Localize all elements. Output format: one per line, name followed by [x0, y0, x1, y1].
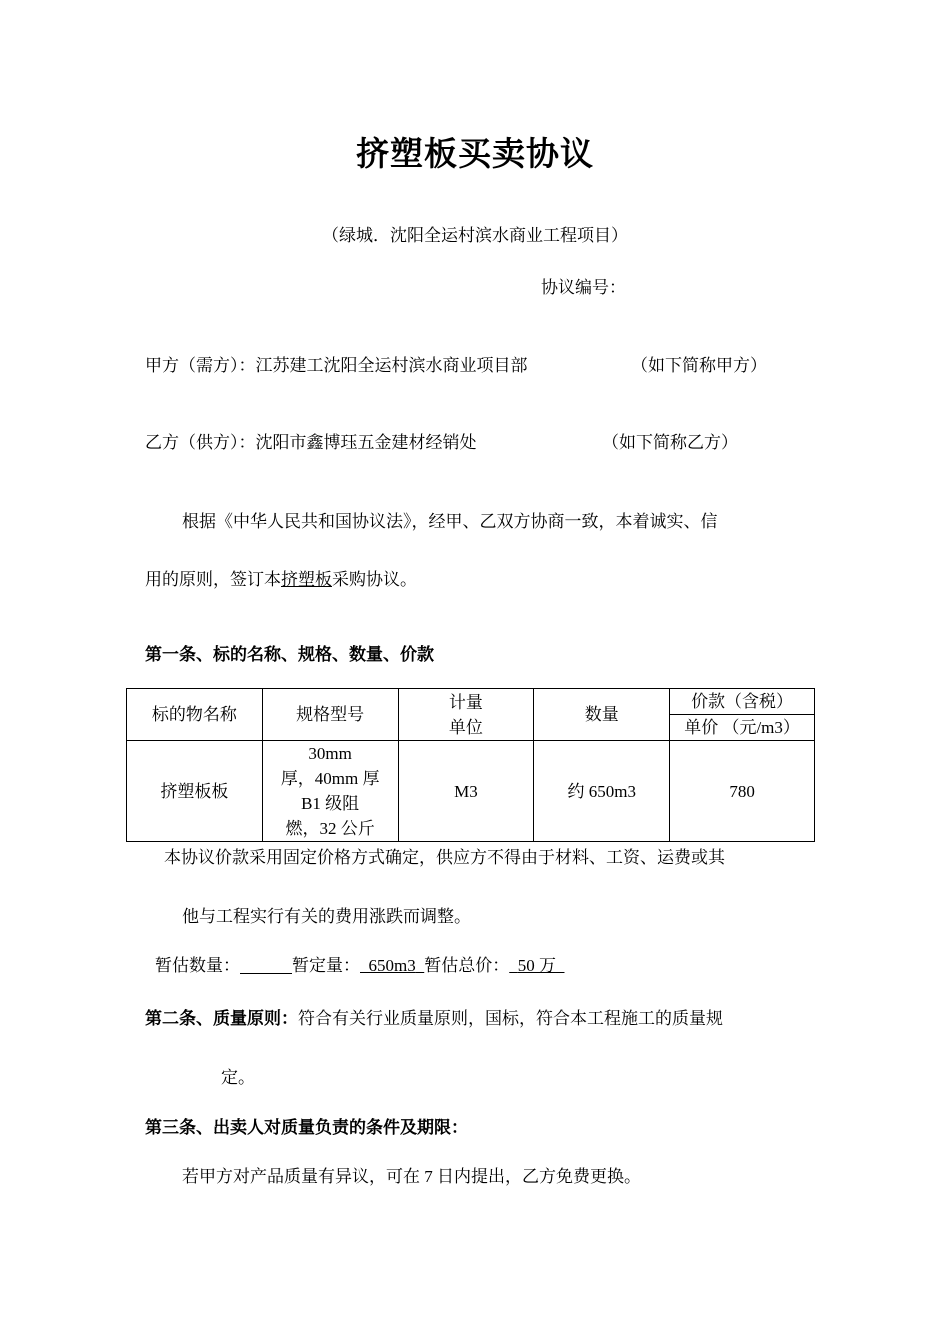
article-2	[145, 1004, 723, 1029]
party-b-label: 乙方（供方）：沈阳市鑫博珏五金建材经销处	[145, 433, 477, 452]
estimate-fixed-value: 650m3	[368, 956, 416, 975]
header-unit-line-1: 计量	[448, 692, 483, 712]
spec-line-2: 厚，40mm 厚	[280, 769, 380, 788]
header-spec: 规格型号	[262, 689, 398, 741]
article-3-text: 若甲方对产品质量有异议，可在 7 日内提出，乙方免费更换。	[182, 1167, 641, 1186]
table-header-row	[127, 689, 815, 715]
price-note-line-2: 他与工程实行有关的费用涨跌而调整。	[182, 907, 471, 926]
estimate-total-value: 50 万	[517, 956, 556, 975]
document-subtitle: （绿城．沈阳全运村滨水商业工程项目）	[322, 226, 628, 245]
spec-line-4: 燃，32 公斤	[285, 819, 375, 838]
header-qty: 数量	[534, 689, 670, 741]
party-a-note: （如下简称甲方）	[631, 356, 767, 375]
cell-qty: 约 650m3	[534, 741, 670, 842]
header-unit-line-2: 单位	[448, 717, 483, 737]
party-a-label: 甲方（需方）：江苏建工沈阳全运村滨水商业项目部	[145, 356, 528, 375]
document-title: 挤塑板买卖协议	[356, 137, 594, 173]
spec-line-3: B1 级阻	[301, 794, 360, 813]
items-table	[126, 688, 815, 842]
article-3-heading: 第三条、出卖人对质量负责的条件及期限：	[145, 1118, 468, 1137]
table-row	[127, 741, 815, 842]
header-price: 价款（含税）	[670, 689, 815, 715]
header-name: 标的物名称	[127, 689, 263, 741]
party-b-note: （如下简称乙方）	[602, 433, 738, 452]
intro-line-2-pre: 用的原则，签订本	[145, 570, 281, 589]
header-unit	[398, 689, 534, 741]
estimate-total-label: 暂估总价：	[424, 956, 510, 975]
header-unit-price: 单价 （元/m3）	[670, 715, 815, 741]
intro-product-link: 挤塑板	[281, 570, 332, 589]
estimate-qty-blank	[240, 955, 292, 974]
cell-name: 挤塑板板	[127, 741, 263, 842]
cell-unit-price: 780	[670, 741, 815, 842]
agreement-number-label: 协议编号：	[541, 278, 626, 297]
intro-line-2-post: 采购协议。	[332, 570, 417, 589]
estimate-qty-label: 暂估数量：	[155, 956, 240, 975]
article-2-text: 符合有关行业质量原则，国标，符合本工程施工的质量规	[298, 1009, 723, 1028]
cell-unit: M3	[398, 741, 534, 842]
article-2-continuation: 定。	[221, 1068, 255, 1087]
estimate-fixed-label: 暂定量：	[292, 956, 360, 975]
price-note-line-1: 本协议价款采用固定价格方式确定，供应方不得由于材料、工资、运费或其	[164, 848, 725, 867]
intro-line-1: 根据《中华人民共和国协议法》，经甲、乙双方协商一致，本着诚实、信	[182, 512, 718, 531]
estimate-line	[155, 951, 564, 976]
article-2-heading: 第二条、质量原则：	[145, 1009, 298, 1028]
cell-spec	[262, 741, 398, 842]
article-1-heading: 第一条、标的名称、规格、数量、价款	[145, 645, 434, 664]
spec-line-1: 30mm	[308, 744, 352, 763]
intro-line-2	[145, 565, 417, 590]
